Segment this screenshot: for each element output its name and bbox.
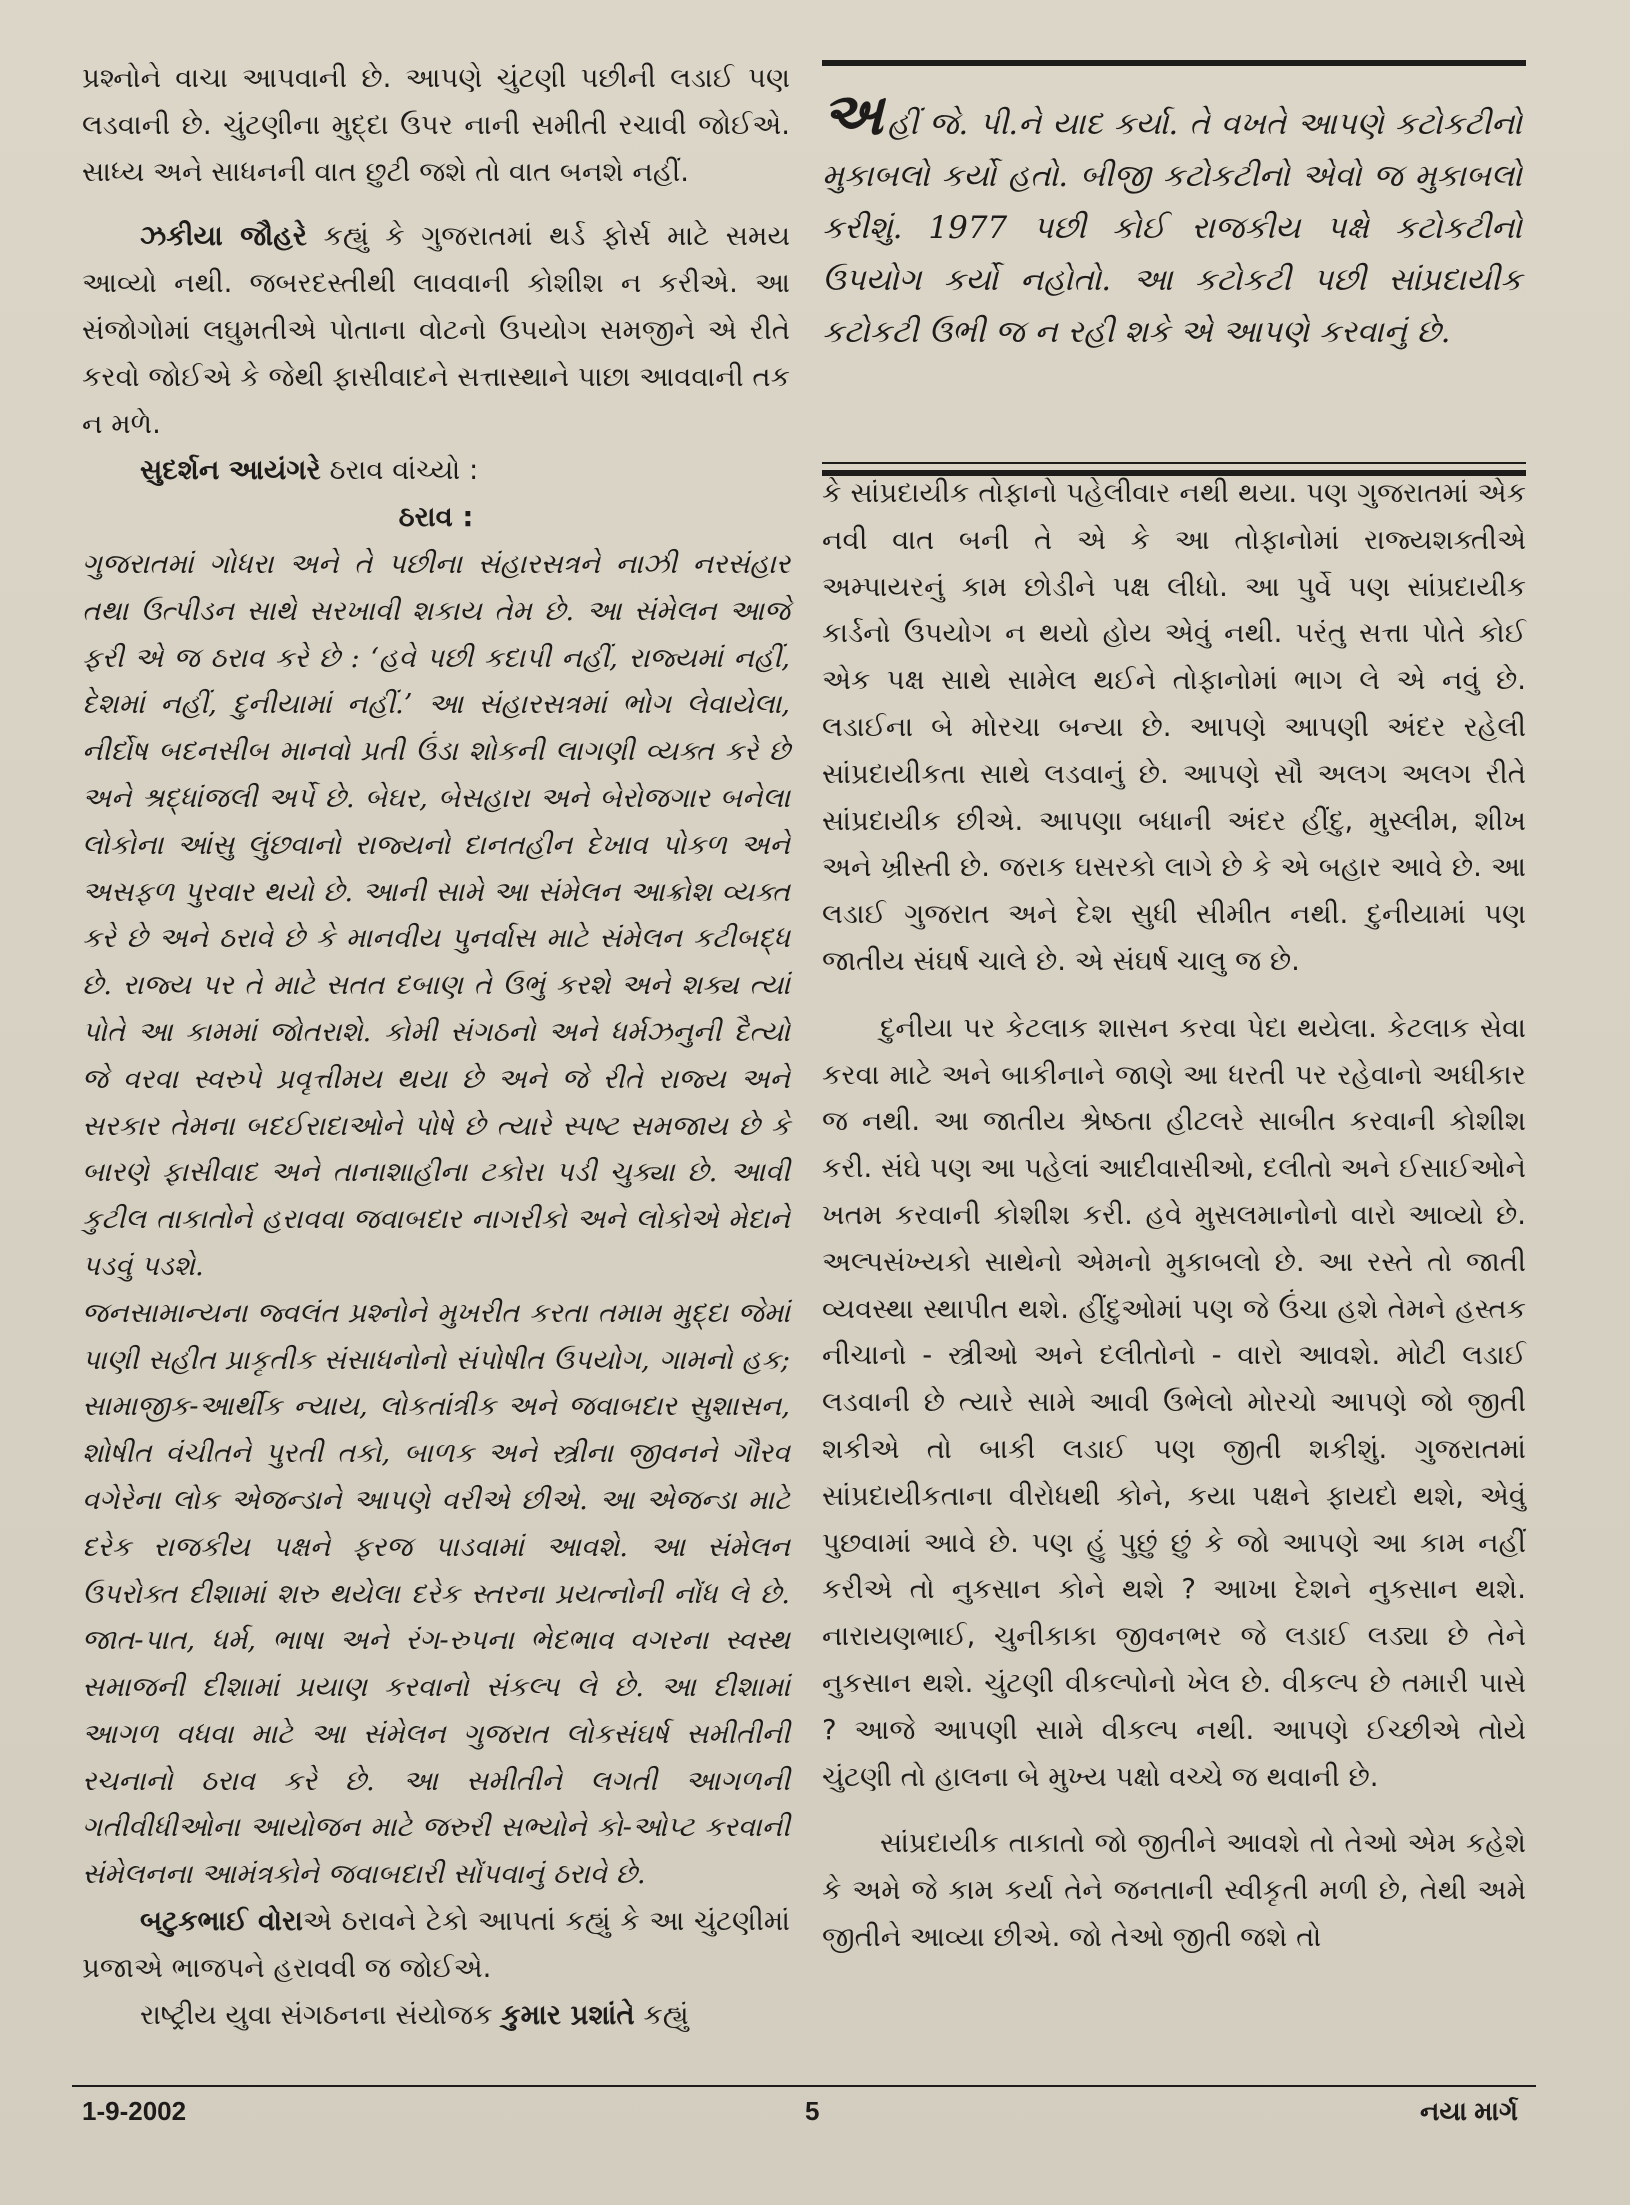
- right-column: [822, 470, 1526, 1961]
- left-paragraph-2: ઝકીયા જૌહરે કહ્યું કે ગુજરાતમાં થર્ડ ફોર્સ માટે સમય આવ્યો નથી. જબરદસ્તીથી લાવવાની કોશીશ ન કરીએ. આ સંજોગોમાં લઘુમતીએ પોતાના વોટનો ઉપયોગ સમજીને એ રીતે કરવો જોઈએ કે જેથી ફાસીવાદને સત્તાસ્થાને પાછા આવવાની તક ન મળે.: [82, 220, 790, 440]
- magazine-name: નયા માર્ગ: [1420, 2096, 1518, 2126]
- right-paragraph-2: દુનીયા પર કેટલાક શાસન કરવા પેદા થયેલા. કેટલાક સેવા કરવા માટે અને બાકીનાને જાણે આ ધરતી પર રહેવાનો અધીકાર જ નથી. આ જાતીય શ્રેષ્ઠતા હીટલરે સાબીત કરવાની કોશીશ કરી. સંઘે પણ આ પહેલાં આદીવાસીઓ, દલીતો અને ઈસાઈઓને ખતમ કરવાની કોશીશ કરી. હવે મુસલમાનોનો વારો આવ્યો છે. અલ્પસંખ્યકો સાથેનો એમનો મુકાબલો છે. આ રસ્તે તો જાતી વ્યવસ્થા સ્થાપીત થશે. હીંદુઓમાં પણ જે ઉંચા હશે તેમને હસ્તક નીચાનો - સ્ત્રીઓ અને દલીતોનો - વારો આવશે. મોટી લડાઈ લડવાની છે ત્યારે સામે આવી ઉભેલો મોરચો આપણે જો જીતી શકીએ તો બાકી લડાઈ પણ જીતી શકીશું. ગુજરાતમાં સાંપ્રદાયીકતાના વીરોધથી કોને, કયા પક્ષને ફાયદો થશે, એવું પુછવામાં આવે છે. પણ હું પુછું છું કે જો આપણે આ કામ નહીં કરીએ તો નુકસાન કોને થશે ? આખા દેશને નુકસાન થશે. નારાયણભાઈ, ચુનીકાકા જીવનભર જે લડાઈ લડ્યા છે તેને નુકસાન થશે. ચુંટણી વીકલ્પોનો ખેલ છે. વીકલ્પ છે તમારી પાસે ? આજે આપણી સામે વીકલ્પ નથી. આપણે ઈચ્છીએ તોયે ચુંટણી તો હાલના બે મુખ્ય પક્ષો વચ્ચે જ થવાની છે.: [822, 1011, 1526, 1793]
- left-paragraph-5: રાષ્ટ્રીય યુવા સંગઠનના સંયોજક કુમાર પ્રશાંતે કહ્યું: [140, 1998, 689, 2031]
- resolution-heading: ઠરાવ :: [398, 501, 474, 534]
- page-number: 5: [805, 2096, 820, 2126]
- drop-cap: અ: [822, 80, 884, 148]
- speaker-name: બટુકભાઈ વોરા: [140, 1905, 303, 1938]
- right-paragraph-3: સાંપ્રદાયીક તાકાતો જો જીતીને આવશે તો તેઓ એમ કહેશે કે અમે જે કામ કર્યા તેને જનતાની સ્વીકૃતી મળી છે, તેથી અમે જીતીને આવ્યા છીએ. જો તેઓ જીતી જશે તો: [822, 1827, 1526, 1953]
- resolution-paragraph-2: જનસામાન્યના જ્વલંત પ્રશ્નોને મુખરીત કરતા તમામ મુદ્દા જેમાં પાણી સહીત પ્રાકૃતીક સંસાધનોનો સંપોષીત ઉપયોગ, ગામનો હક; સામાજીક-આર્થીક ન્યાય, લોકતાંત્રીક અને જવાબદાર સુશાસન, શોષીત વંચીતને પુરતી તકો, બાળક અને સ્ત્રીના જીવનને ગૌરવ વગેરેના લોક એજન્ડાને આપણે વરીએ છીએ. આ એજન્ડા માટે દરેક રાજકીય પક્ષને ફરજ પાડવામાં આવશે. આ સંમેલન ઉપરોક્ત દીશામાં શરુ થયેલા દરેક સ્તરના પ્રયત્નોની નોંધ લે છે. જાત-પાત, ધર્મ, ભાષા અને રંગ-રુપના ભેદભાવ વગરના સ્વસ્થ સમાજની દીશામાં પ્રયાણ કરવાનો સંકલ્પ લે છે. આ દીશામાં આગળ વધવા માટે આ સંમેલન ગુજરાત લોકસંઘર્ષ સમીતીની રચનાનો ઠરાવ કરે છે. આ સમીતીને લગતી આગળની ગતીવીધીઓના આયોજન માટે જરુરી સભ્યોને કો-ઓપ્ટ કરવાની સંમેલનના આમંત્રકોને જવાબદારી સોંપવાનું ઠરાવે છે.: [82, 1296, 790, 1891]
- speaker-name: કુમાર પ્રશાંતે: [501, 1998, 635, 2031]
- left-paragraph-1: પ્રશ્નોને વાચા આપવાની છે. આપણે ચુંટણી પછીની લડાઈ પણ લડવાની છે. ચુંટણીના મુદ્દા ઉપર નાની સમીતી રચાવી જોઈએ. સાધ્ય અને સાધનની વાત છુટી જશે તો વાત બનશે નહીં.: [82, 62, 790, 188]
- issue-date: 1-9-2002: [82, 2096, 187, 2126]
- pull-quote-text: અહીં જે. પી.ને યાદ કર્યા. તે વખતે આપણે કટોકટીનો મુકાબલો કર્યો હતો. બીજી કટોકટીનો એવો જ મુકાબલો કરીશું. 1977 પછી કોઈ રાજકીય પક્ષે કટોકટીનો ઉપયોગ કર્યો નહોતો. આ કટોકટી પછી સાંપ્રદાયીક કટોકટી ઉભી જ ન રહી શકે એ આપણે કરવાનું છે.: [822, 80, 1522, 350]
- pull-quote-box: [822, 60, 1526, 476]
- speaker-name: ઝકીયા જૌહરે: [140, 220, 307, 253]
- left-paragraph-3: સુદર્શન આયંગરે ઠરાવ વાંચ્યો :: [140, 454, 479, 487]
- left-paragraph-4: બટુકભાઈ વોરાએ ઠરાવને ટેકો આપતાં કહ્યું કે આ ચુંટણીમાં પ્રજાએ ભાજપને હરાવવી જ જોઈએ.: [82, 1905, 790, 1984]
- resolution-paragraph-1: ગુજરાતમાં ગોધરા અને તે પછીના સંહારસત્રને નાઝી નરસંહાર તથા ઉત્પીડન સાથે સરખાવી શકાય તેમ છે. આ સંમેલન આજે ફરી એ જ ઠરાવ કરે છે : ‘હવે પછી કદાપી નહીં, રાજ્યમાં નહીં, દેશમાં નહીં, દુનીયામાં નહીં.’ આ સંહારસત્રમાં ભોગ લેવાયેલા, નીર્દોષ બદનસીબ માનવો પ્રતી ઉંડા શોકની લાગણી વ્યક્ત કરે છે અને શ્રદ્ધાંજલી અર્પે છે. બેઘર, બેસહારા અને બેરોજગાર બનેલા લોકોના આંસુ લુંછવાનો રાજ્યનો દાનતહીન દેખાવ પોકળ અને અસફળ પુરવાર થયો છે. આની સામે આ સંમેલન આક્રોશ વ્યક્ત કરે છે અને ઠરાવે છે કે માનવીય પુનર્વાસ માટે સંમેલન કટીબદ્ધ છે. રાજ્ય પર તે માટે સતત દબાણ તે ઉભું કરશે અને શક્ય ત્યાં પોતે આ કામમાં જોતરાશે. કોમી સંગઠનો અને ધર્મઝનુની દૈત્યો જે વરવા સ્વરુપે પ્રવૃત્તીમય થયા છે અને જે રીતે રાજ્ય અને સરકાર તેમના બદઈરાદાઓને પોષે છે ત્યારે સ્પષ્ટ સમજાય છે કે બારણે ફાસીવાદ અને તાનાશાહીના ટકોરા પડી ચુક્યા છે. આવી કુટીલ તાકાતોને હરાવવા જવાબદાર નાગરીકો અને લોકોએ મેદાને પડવું પડશે.: [82, 547, 790, 1282]
- right-paragraph-1: કે સાંપ્રદાયીક તોફાનો પહેલીવાર નથી થયા. પણ ગુજરાતમાં એક નવી વાત બની તે એ કે આ તોફાનોમાં રાજ્યશક્તીએ અમ્પાયરનું કામ છોડીને પક્ષ લીધો. આ પુર્વે પણ સાંપ્રદાયીક કાર્ડનો ઉપયોગ ન થયો હોય એવું નથી. પરંતુ સત્તા પોતે કોઈ એક પક્ષ સાથે સામેલ થઈને તોફાનોમાં ભાગ લે એ નવું છે. લડાઈના બે મોરચા બન્યા છે. આપણે આપણી અંદર રહેલી સાંપ્રદાયીકતા સાથે લડવાનું છે. આપણે સૌ અલગ અલગ રીતે સાંપ્રદાયીક છીએ. આપણા બધાની અંદર હીંદુ, મુસ્લીમ, શીખ અને ખ્રીસ્તી છે. જરાક ઘસરકો લાગે છે કે એ બહાર આવે છે. આ લડાઈ ગુજરાત અને દેશ સુધી સીમીત નથી. દુનીયામાં પણ જાતીય સંઘર્ષ ચાલે છે. એ સંઘર્ષ ચાલુ જ છે.: [822, 477, 1526, 977]
- speaker-name: સુદર્શન આયંગરે: [140, 454, 321, 487]
- footer-rule: [72, 2085, 1536, 2087]
- left-column: [82, 55, 790, 2038]
